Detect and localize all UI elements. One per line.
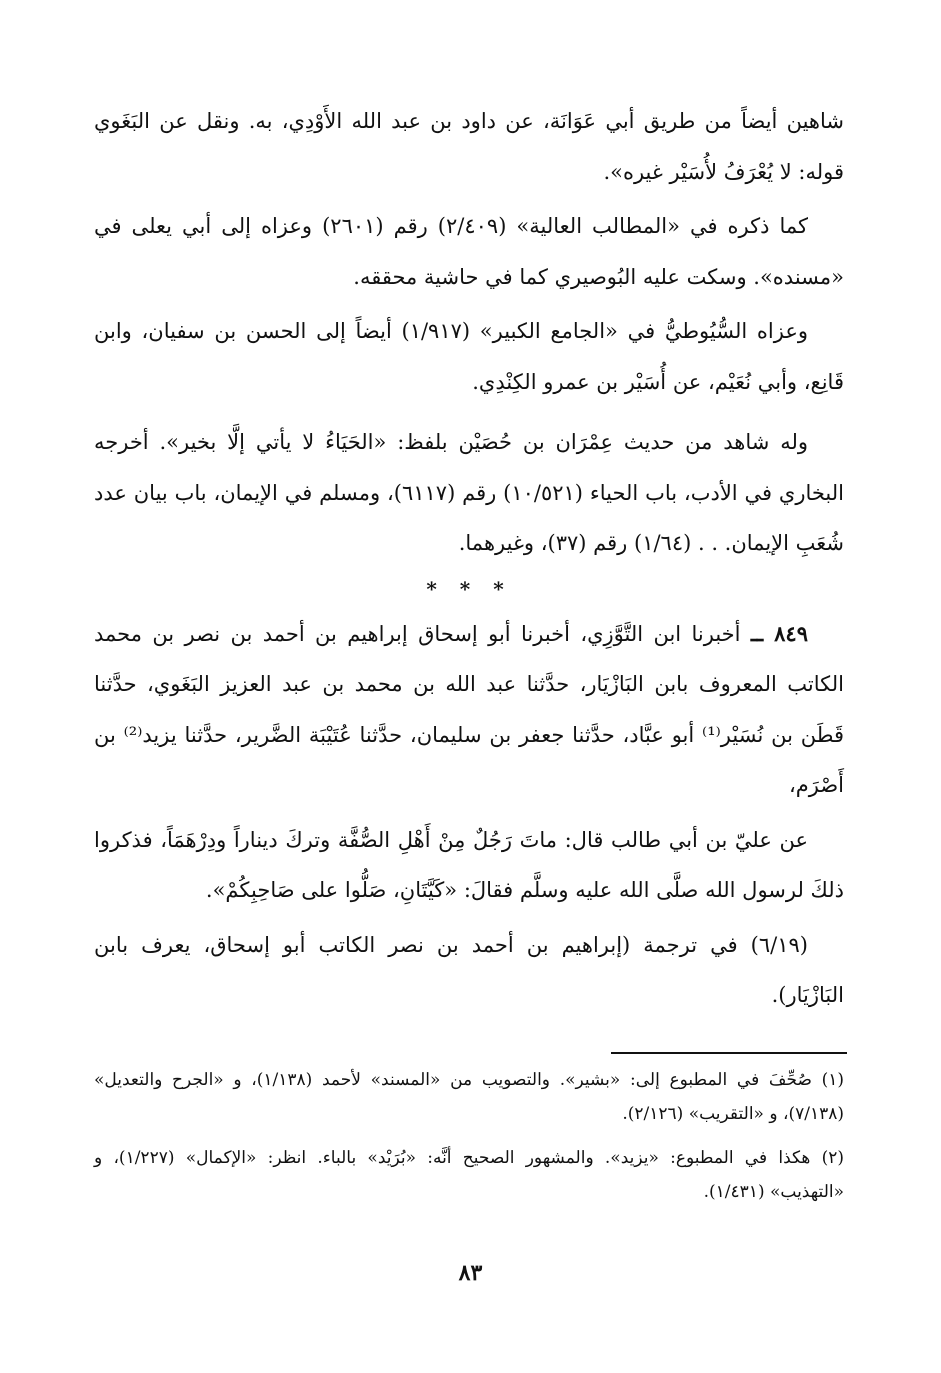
page-body: [94, 96, 844, 1021]
page-number: ٨٣: [458, 1260, 483, 1286]
reference-paragraph: (٦/١٩) في ترجمة (إبراهيم بن أحمد بن نصر الكاتب أبو إسحاق، يعرف بابن البَازْيَار).: [94, 932, 844, 1007]
footnote-divider: [611, 1052, 847, 1054]
paragraph-3: وعزاه السُّيُوطيُّ في «الجامع الكبير» (١/٩١٧) أيضاً إلى الحسن بن سفيان، وابن قَانِع، وأبي نُعَيْم، عن أُسَيْر بن عمرو الكِنْدِي.: [94, 319, 844, 394]
footnote-1: (١) صُحِّفَ في المطبوع إلى: «بشير». والتصويب من «المسند» لأحمد (١/١٣٨)، و «الجرح والتعديل» (٧/١٣٨)، و «التقريب» (٢/١٢٦).: [94, 1070, 844, 1124]
paragraph-1: شاهين أيضاً من طريق أبي عَوَانَة، عن داود بن عبد الله الأَوْدِي، به. ونقل عن البَغَوي قوله: لا يُعْرَفُ لأُسَيْر غيره».: [94, 109, 844, 184]
paragraph-4: وله شاهد من حديث عِمْرَان بن حُصَيْن بلفظ: «الحَيَاءُ لا يأتي إلَّا بخير». أخرجه البخاري في الأدب، باب الحياء (١٠/٥٢١) رقم (٦١١٧)، ومسلم في الإيمان، باب بيان عدد شُعَبِ الإيمان. . . (١/٦٤) رقم (٣٧)، وغيرهما.: [94, 430, 844, 555]
footnote-2: (٢) هكذا في المطبوع: «يزيد». والمشهور الصحيح أنَّه: «بُرَيْد» بالباء. انظر: «الإكمال» (١/٢٢٧)، و «التهذيب» (١/٤٣١).: [94, 1148, 844, 1202]
hadith-number: ٨٤٩ ــ: [750, 620, 808, 646]
hadith-text: عن عليّ بن أبي طالب قال: ماتَ رَجُلٌ مِنْ أَهْلِ الصُّفَّة وتركَ ديناراً ودِرْهَمَاً، فذكروا ذلكَ لرسول الله صلَّى الله عليه وسلَّم فقالَ: «كَيَّتَانِ، صَلُّوا على صَاحِبِكُمْ».: [94, 827, 844, 902]
section-separator: * * *: [426, 576, 512, 601]
paragraph-2: كما ذكره في «المطالب العالية» (٢/٤٠٩) رقم (٢٦٠١) وعزاه إلى أبي يعلى في «مسنده». وسكت عليه البُوصيري كما في حاشية محققه.: [94, 214, 844, 289]
hadith-paragraph: [94, 609, 844, 811]
hadith-chain: أخبرنا ابن التَّوَّزِي، أخبرنا أبو إسحاق إبراهيم بن أحمد بن نصر بن محمد الكاتب المعروف بابن البَازْيَار، حدَّثنا عبد الله بن محمد بن عبد العزيز البَغَوي، حدَّثنا قَطَن بن نُسَيْر⁽¹⁾ أبو عبَّاد، حدَّثنا جعفر بن سليمان، حدَّثنا عُتَيْبَة الضَّرير، حدَّثنا يزيد⁽²⁾ بن أَصْرَم،: [94, 621, 844, 797]
footnotes: [94, 1063, 844, 1219]
